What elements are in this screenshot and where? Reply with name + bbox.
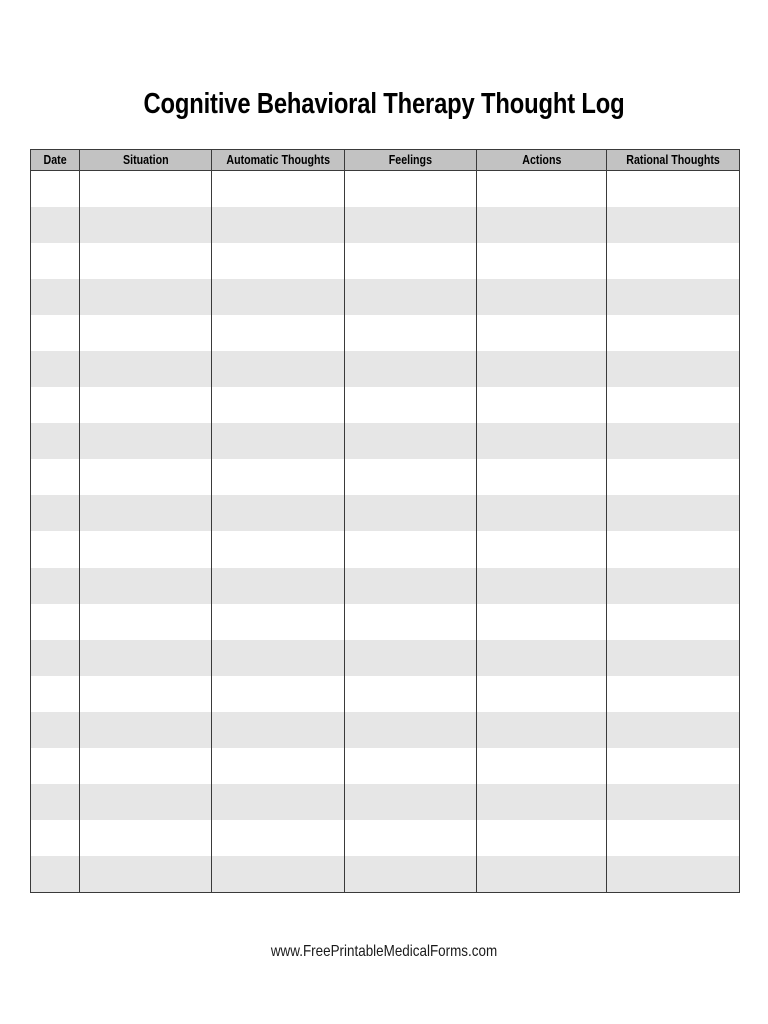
cell-feelings[interactable] (345, 171, 477, 207)
cell-feelings[interactable] (345, 459, 477, 495)
cell-feelings[interactable] (345, 243, 477, 279)
table-row (31, 640, 740, 676)
cell-feelings[interactable] (345, 676, 477, 712)
cell-situation[interactable] (80, 423, 212, 459)
cell-actions[interactable] (477, 207, 607, 243)
cell-actions[interactable] (477, 856, 607, 892)
cell-rational-thoughts[interactable] (607, 784, 740, 820)
cell-date[interactable] (31, 531, 80, 567)
cell-rational-thoughts[interactable] (607, 604, 740, 640)
cell-actions[interactable] (477, 640, 607, 676)
cell-date[interactable] (31, 315, 80, 351)
cell-date[interactable] (31, 387, 80, 423)
cell-feelings[interactable] (345, 279, 477, 315)
cell-date[interactable] (31, 423, 80, 459)
cell-date[interactable] (31, 604, 80, 640)
column-header-automatic-thoughts: Automatic Thoughts (212, 150, 345, 171)
cell-actions[interactable] (477, 604, 607, 640)
cell-feelings[interactable] (345, 568, 477, 604)
cell-feelings[interactable] (345, 315, 477, 351)
cell-automatic-thoughts[interactable] (212, 856, 345, 892)
cell-actions[interactable] (477, 531, 607, 567)
cell-actions[interactable] (477, 820, 607, 856)
cell-date[interactable] (31, 459, 80, 495)
cell-actions[interactable] (477, 351, 607, 387)
cell-actions[interactable] (477, 676, 607, 712)
cell-date[interactable] (31, 351, 80, 387)
column-header-situation: Situation (80, 150, 212, 171)
cell-actions[interactable] (477, 459, 607, 495)
cell-situation[interactable] (80, 495, 212, 531)
page-title: Cognitive Behavioral Therapy Thought Log (143, 88, 625, 120)
table-row (31, 748, 740, 784)
cell-automatic-thoughts[interactable] (212, 423, 345, 459)
table-row (31, 171, 740, 207)
cell-date[interactable] (31, 568, 80, 604)
cell-date[interactable] (31, 243, 80, 279)
cell-date[interactable] (31, 748, 80, 784)
table-row (31, 351, 740, 387)
cell-feelings[interactable] (345, 820, 477, 856)
cell-date[interactable] (31, 495, 80, 531)
cell-rational-thoughts[interactable] (607, 351, 740, 387)
column-header-date: Date (31, 150, 80, 171)
table-row (31, 676, 740, 712)
table-row (31, 712, 740, 748)
cell-feelings[interactable] (345, 531, 477, 567)
cell-automatic-thoughts[interactable] (212, 243, 345, 279)
cell-rational-thoughts[interactable] (607, 531, 740, 567)
cell-feelings[interactable] (345, 784, 477, 820)
cell-rational-thoughts[interactable] (607, 568, 740, 604)
cell-actions[interactable] (477, 495, 607, 531)
table-row (31, 531, 740, 567)
column-header-actions: Actions (477, 150, 607, 171)
cell-situation[interactable] (80, 568, 212, 604)
cell-rational-thoughts[interactable] (607, 820, 740, 856)
cell-automatic-thoughts[interactable] (212, 820, 345, 856)
cell-actions[interactable] (477, 279, 607, 315)
cell-feelings[interactable] (345, 712, 477, 748)
cell-rational-thoughts[interactable] (607, 279, 740, 315)
cell-situation[interactable] (80, 459, 212, 495)
table-row (31, 207, 740, 243)
cell-feelings[interactable] (345, 604, 477, 640)
cell-actions[interactable] (477, 784, 607, 820)
cell-situation[interactable] (80, 640, 212, 676)
cell-rational-thoughts[interactable] (607, 423, 740, 459)
cell-date[interactable] (31, 856, 80, 892)
table-row (31, 856, 740, 892)
table-header-row (31, 150, 740, 171)
cell-situation[interactable] (80, 676, 212, 712)
table-row (31, 568, 740, 604)
cell-situation[interactable] (80, 856, 212, 892)
cell-automatic-thoughts[interactable] (212, 784, 345, 820)
cell-situation[interactable] (80, 243, 212, 279)
cell-automatic-thoughts[interactable] (212, 279, 345, 315)
cell-automatic-thoughts[interactable] (212, 568, 345, 604)
table-row (31, 315, 740, 351)
cell-rational-thoughts[interactable] (607, 387, 740, 423)
table-body (31, 171, 740, 893)
cell-feelings[interactable] (345, 856, 477, 892)
column-header-feelings: Feelings (345, 150, 477, 171)
cell-automatic-thoughts[interactable] (212, 712, 345, 748)
table-row (31, 604, 740, 640)
cell-date[interactable] (31, 207, 80, 243)
footer-url: www.FreePrintableMedicalForms.com (270, 943, 498, 960)
cell-automatic-thoughts[interactable] (212, 171, 345, 207)
table-row (31, 243, 740, 279)
cell-rational-thoughts[interactable] (607, 459, 740, 495)
cell-date[interactable] (31, 171, 80, 207)
cell-actions[interactable] (477, 748, 607, 784)
cell-automatic-thoughts[interactable] (212, 459, 345, 495)
cell-rational-thoughts[interactable] (607, 856, 740, 892)
table-row (31, 784, 740, 820)
cell-feelings[interactable] (345, 207, 477, 243)
cell-situation[interactable] (80, 171, 212, 207)
cell-situation[interactable] (80, 315, 212, 351)
cell-situation[interactable] (80, 820, 212, 856)
cell-automatic-thoughts[interactable] (212, 207, 345, 243)
cell-situation[interactable] (80, 784, 212, 820)
cell-date[interactable] (31, 712, 80, 748)
cell-actions[interactable] (477, 171, 607, 207)
cell-actions[interactable] (477, 387, 607, 423)
table-row (31, 279, 740, 315)
cell-situation[interactable] (80, 531, 212, 567)
cell-automatic-thoughts[interactable] (212, 640, 345, 676)
cell-rational-thoughts[interactable] (607, 712, 740, 748)
cell-rational-thoughts[interactable] (607, 748, 740, 784)
cell-rational-thoughts[interactable] (607, 495, 740, 531)
cell-situation[interactable] (80, 387, 212, 423)
cell-actions[interactable] (477, 423, 607, 459)
table-row (31, 820, 740, 856)
cell-feelings[interactable] (345, 387, 477, 423)
cell-feelings[interactable] (345, 748, 477, 784)
cell-automatic-thoughts[interactable] (212, 676, 345, 712)
cell-situation[interactable] (80, 279, 212, 315)
cell-feelings[interactable] (345, 495, 477, 531)
cell-automatic-thoughts[interactable] (212, 604, 345, 640)
cell-automatic-thoughts[interactable] (212, 315, 345, 351)
cell-automatic-thoughts[interactable] (212, 351, 345, 387)
cell-situation[interactable] (80, 712, 212, 748)
cell-rational-thoughts[interactable] (607, 640, 740, 676)
cell-situation[interactable] (80, 207, 212, 243)
cell-date[interactable] (31, 784, 80, 820)
cell-situation[interactable] (80, 351, 212, 387)
cell-rational-thoughts[interactable] (607, 243, 740, 279)
table-row (31, 459, 740, 495)
cell-automatic-thoughts[interactable] (212, 495, 345, 531)
table-row (31, 423, 740, 459)
column-header-rational-thoughts: Rational Thoughts (607, 150, 740, 171)
table-row (31, 387, 740, 423)
cell-rational-thoughts[interactable] (607, 171, 740, 207)
cell-situation[interactable] (80, 604, 212, 640)
cell-feelings[interactable] (345, 423, 477, 459)
cell-feelings[interactable] (345, 640, 477, 676)
cell-actions[interactable] (477, 243, 607, 279)
cell-rational-thoughts[interactable] (607, 207, 740, 243)
table-row (31, 495, 740, 531)
cell-automatic-thoughts[interactable] (212, 387, 345, 423)
cell-rational-thoughts[interactable] (607, 676, 740, 712)
cell-feelings[interactable] (345, 351, 477, 387)
cell-date[interactable] (31, 279, 80, 315)
thought-log-table (30, 149, 740, 893)
cell-automatic-thoughts[interactable] (212, 748, 345, 784)
cell-actions[interactable] (477, 712, 607, 748)
cell-date[interactable] (31, 676, 80, 712)
cell-actions[interactable] (477, 568, 607, 604)
cell-rational-thoughts[interactable] (607, 315, 740, 351)
cell-date[interactable] (31, 640, 80, 676)
cell-actions[interactable] (477, 315, 607, 351)
cell-situation[interactable] (80, 748, 212, 784)
cell-date[interactable] (31, 820, 80, 856)
cell-automatic-thoughts[interactable] (212, 531, 345, 567)
